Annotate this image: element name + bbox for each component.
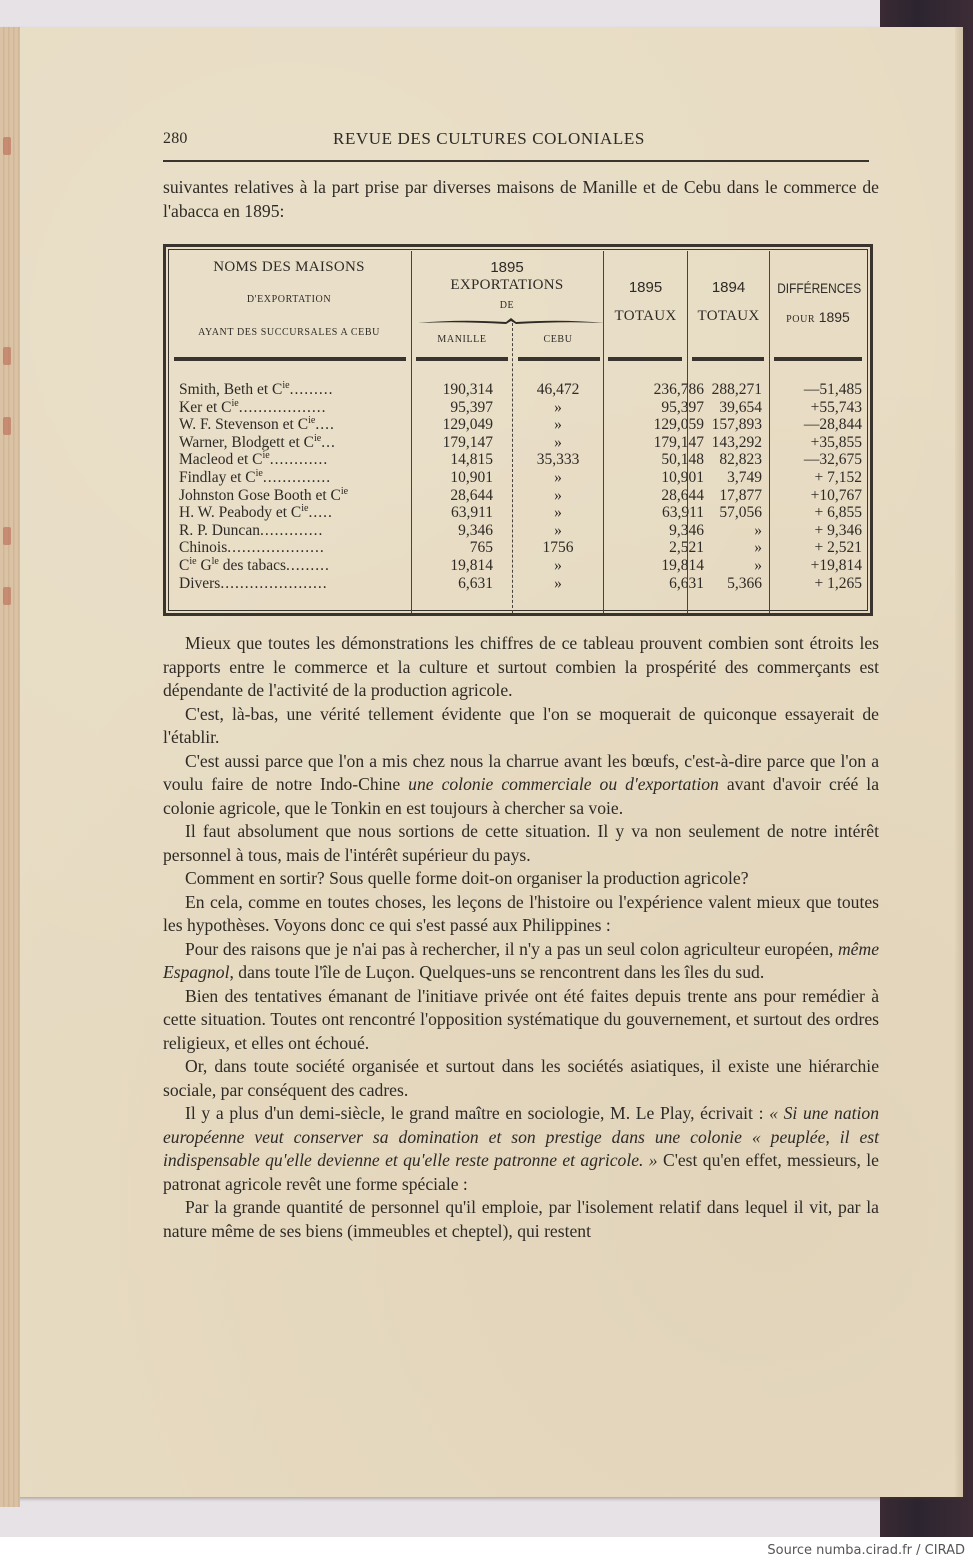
total-1895: 179,147 <box>653 433 704 451</box>
total-1894: 157,893 <box>711 416 762 434</box>
total-1894: 82,823 <box>719 451 762 469</box>
total-1894: 288,271 <box>711 381 762 398</box>
intro-text: suivantes relatives à la part prise par diverses maisons de Manille et de Cebu dans le commerce de l'abacca en 1895: <box>163 177 879 221</box>
total-1894: 143,292 <box>711 433 762 451</box>
paragraph: Or, dans toute société organisée et surtout dans les sociétés asiatiques, il existe une hiérarchie sociale, par conséquent des cadres. <box>163 1056 879 1100</box>
header-cebu: CEBU <box>543 334 573 345</box>
manille-value: 765 <box>469 539 493 557</box>
cebu-value: » <box>554 504 562 522</box>
header-bar <box>608 357 682 361</box>
header-diff-year: 1895 <box>818 309 850 325</box>
difference: —28,844 <box>803 416 862 434</box>
cebu-value: 1756 <box>542 539 574 557</box>
total-1895: 9,346 <box>669 521 704 539</box>
firm-name: Findlay et $C^{ie}$.............. <box>179 468 332 486</box>
total-1895: 6,631 <box>669 574 704 592</box>
total-1895: 129,059 <box>653 416 704 434</box>
total-1894: 39,654 <box>719 398 762 416</box>
table-row <box>166 539 870 557</box>
total-1895: 19,814 <box>661 556 704 574</box>
difference: +19,814 <box>810 556 862 574</box>
table-row <box>166 381 870 399</box>
total-1894: » <box>754 539 762 557</box>
page-edge-right <box>955 27 963 1497</box>
firm-name: Warner, Blodgett et $C^{ie}$... <box>179 433 336 451</box>
cebu-value: » <box>554 486 562 504</box>
difference: —51,485 <box>803 381 862 398</box>
total-1894: » <box>754 521 762 539</box>
cebu-value: » <box>554 574 562 592</box>
source-credit: Source numba.cirad.fr / CIRAD <box>767 1543 965 1558</box>
paragraph: C'est, là-bas, une vérité tellement évidente que l'on se moquerait de quiconque essayerait de l'établir. <box>163 703 879 747</box>
header-bar <box>174 357 406 361</box>
cebu-value: » <box>554 398 562 416</box>
table-body <box>166 381 870 592</box>
manille-value: 129,049 <box>442 416 493 434</box>
manille-value: 28,644 <box>450 486 493 504</box>
header-exports-label: EXPORTATIONS <box>450 277 564 293</box>
table-row <box>166 575 870 593</box>
header-differences: DIFFÉRENCES <box>777 280 862 296</box>
firm-name: R. P. Duncan............. <box>179 521 324 539</box>
table-row <box>166 522 870 540</box>
header-rule <box>163 160 869 162</box>
paragraph: En cela, comme en toutes choses, les leçons de l'histoire ou l'expérience valent mieux que toutes les hypothèses. Voyons donc ce qui s'est passé aux Philippines : <box>163 891 879 935</box>
header-manille: MANILLE <box>437 334 487 345</box>
cebu-value: 46,472 <box>536 381 580 398</box>
paragraph: Il y a plus d'un demi-siècle, le grand maître en sociologie, M. Le Play, écrivait : « Si une nation européenne veut conserver sa domination et son prestige dans une colonie « peuplée, il est indispensable qu'elle devienne et qu'elle reste patronne et agricole. » C'est qu'en effet, messieurs, le patronat agricole revêt une forme spéciale : <box>163 1103 879 1194</box>
table-row <box>166 557 870 575</box>
difference: + 1,265 <box>814 574 862 592</box>
firm-name: Smith, Beth et $C^{ie}$......... <box>179 381 334 398</box>
paragraph: Mieux que toutes les démonstrations les chiffres de ce tableau prouvent combien sont étroits les rapports entre le commerce et la culture et surtout combien la prospérité des commerçants est dépendante de l'activité de la production agricole. <box>163 633 879 700</box>
italic-phrase: même Espagnol <box>163 938 879 982</box>
cebu-value: » <box>554 521 562 539</box>
header-bar <box>518 357 600 361</box>
edge-stain <box>3 137 11 155</box>
paragraph: Bien des tentatives émanant de l'initiave privée ont été faites depuis trente ans pour remédier à cette situation. Toutes ont rencontré l'opposition systématique du gouvernement, et surtout des ordres religieux, et elles ont échoué. <box>163 985 879 1053</box>
edge-stain <box>3 527 11 545</box>
le-play-quote: « Si une nation européenne veut conserver sa domination et son prestige dans une colonie « peuplée, il est indispensable qu'elle devienne et qu'elle reste patronne et agricole. » <box>163 1103 879 1170</box>
header-bar <box>774 357 862 361</box>
total-1895: 236,786 <box>653 381 704 398</box>
edge-stain <box>3 417 11 435</box>
brace-ornament <box>418 317 604 325</box>
firm-name: Chinois.................... <box>179 539 325 557</box>
total-1894: 3,749 <box>727 468 762 486</box>
manille-value: 179,147 <box>442 433 493 451</box>
header-names-line1: NOMS DES MAISONS <box>213 259 365 275</box>
header-diff-pour-year <box>770 309 866 327</box>
manille-value: 9,346 <box>458 521 493 539</box>
paragraph: Comment en sortir? Sous quelle forme doit-on organiser la production agricole? <box>185 868 749 888</box>
firm-name: $C^{ie}$ $G^{le}$ des tabacs......... <box>179 556 330 574</box>
header-exports-year: 1895 <box>490 259 524 276</box>
manille-value: 190,314 <box>442 381 493 398</box>
running-header <box>163 128 879 152</box>
difference: +35,855 <box>810 433 862 451</box>
header-totals-1895-label: TOTAUX <box>614 308 677 324</box>
manille-value: 14,815 <box>450 451 493 469</box>
intro-paragraph <box>163 176 879 223</box>
header-totals-1894-year: 1894 <box>711 279 746 296</box>
total-1895: 28,644 <box>661 486 704 504</box>
paragraph: Il faut absolument que nous sortions de cette situation. Il y va non seulement de notre intérêt personnel à tous, mais de l'intérêt supérieur du pays. <box>163 821 879 865</box>
manille-value: 6,631 <box>458 574 493 592</box>
cebu-value: » <box>554 416 562 434</box>
difference: + 6,855 <box>814 504 862 522</box>
firm-name: W. F. Stevenson et $C^{ie}$.... <box>179 416 335 434</box>
header-exports-de: DE <box>499 300 515 311</box>
header-totals-1895-year: 1895 <box>628 279 663 296</box>
cebu-value: » <box>554 433 562 451</box>
journal-title: REVUE DES CULTURES COLONIALES <box>333 129 645 148</box>
table-row <box>166 487 870 505</box>
total-1895: 50,148 <box>661 451 704 469</box>
manille-value: 19,814 <box>450 556 493 574</box>
total-1894: » <box>754 556 762 574</box>
manille-value: 63,911 <box>450 504 493 522</box>
firm-name: Johnston Gose Booth et $C^{ie}$ <box>179 486 349 504</box>
header-totals-1894-label: TOTAUX <box>697 308 760 324</box>
table-row <box>166 434 870 452</box>
abacca-exports-table <box>163 244 873 616</box>
italic-phrase: une colonie commerciale ou d'exportation <box>408 774 719 794</box>
difference: + 7,152 <box>814 468 862 486</box>
page-number: 280 <box>163 130 188 147</box>
firm-name: Divers...................... <box>179 574 328 592</box>
manille-value: 95,397 <box>450 398 493 416</box>
page-edge-left <box>0 27 20 1507</box>
difference: —32,675 <box>803 451 862 469</box>
difference: + 9,346 <box>814 521 862 539</box>
total-1895: 10,901 <box>661 468 704 486</box>
header-names-line3: AYANT DES SUCCURSALES A CEBU <box>198 327 380 338</box>
paragraph: C'est aussi parce que l'on a mis chez nous la charrue avant les bœufs, c'est-à-dire parce que l'on a voulu faire de notre Indo-Chine une colonie commerciale ou d'exportation avant d'avoir créé la colonie agricole, que le Tonkin en est toujours à chercher sa voie. <box>163 750 880 818</box>
firm-name: H. W. Peabody et $C^{ie}$..... <box>179 504 333 522</box>
header-names-line2: D'EXPORTATION <box>246 294 332 305</box>
total-1894: 5,366 <box>727 574 762 592</box>
cebu-value: » <box>554 468 562 486</box>
header-bar <box>692 357 764 361</box>
firm-name: Ker et $C^{ie}$.................. <box>179 398 327 416</box>
total-1894: 17,877 <box>719 486 762 504</box>
table-row <box>166 504 870 522</box>
total-1895: 63,911 <box>661 504 704 522</box>
total-1895: 2,521 <box>669 539 704 557</box>
total-1894: 57,056 <box>719 504 762 522</box>
table-row <box>166 399 870 417</box>
paragraph: Par la grande quantité de personnel qu'il emploie, par l'isolement relatif dans lequel il vit, par la nature même de ses biens (immeubles et cheptel), qui restent <box>163 1197 879 1241</box>
edge-stain <box>3 587 11 605</box>
total-1895: 95,397 <box>661 398 704 416</box>
table-row <box>166 469 870 487</box>
difference: +10,767 <box>810 486 862 504</box>
cebu-value: 35,333 <box>536 451 580 469</box>
table-row <box>166 451 870 469</box>
difference: + 2,521 <box>814 539 862 557</box>
manille-value: 10,901 <box>450 468 493 486</box>
table-row <box>166 416 870 434</box>
edge-stain <box>3 347 11 365</box>
cebu-value: » <box>554 556 562 574</box>
header-bar <box>416 357 508 361</box>
paragraph: Pour des raisons que je n'ai pas à rechercher, il n'y a pas un seul colon agriculteur européen, même Espagnol, dans toute l'île de Luçon. Quelques-uns se rencontrent dans les îles du sud. <box>163 938 879 982</box>
difference: +55,743 <box>810 398 862 416</box>
firm-name: Macleod et $C^{ie}$............ <box>179 451 329 469</box>
header-diff-pour: POUR <box>786 314 816 325</box>
body-text <box>163 632 879 1243</box>
